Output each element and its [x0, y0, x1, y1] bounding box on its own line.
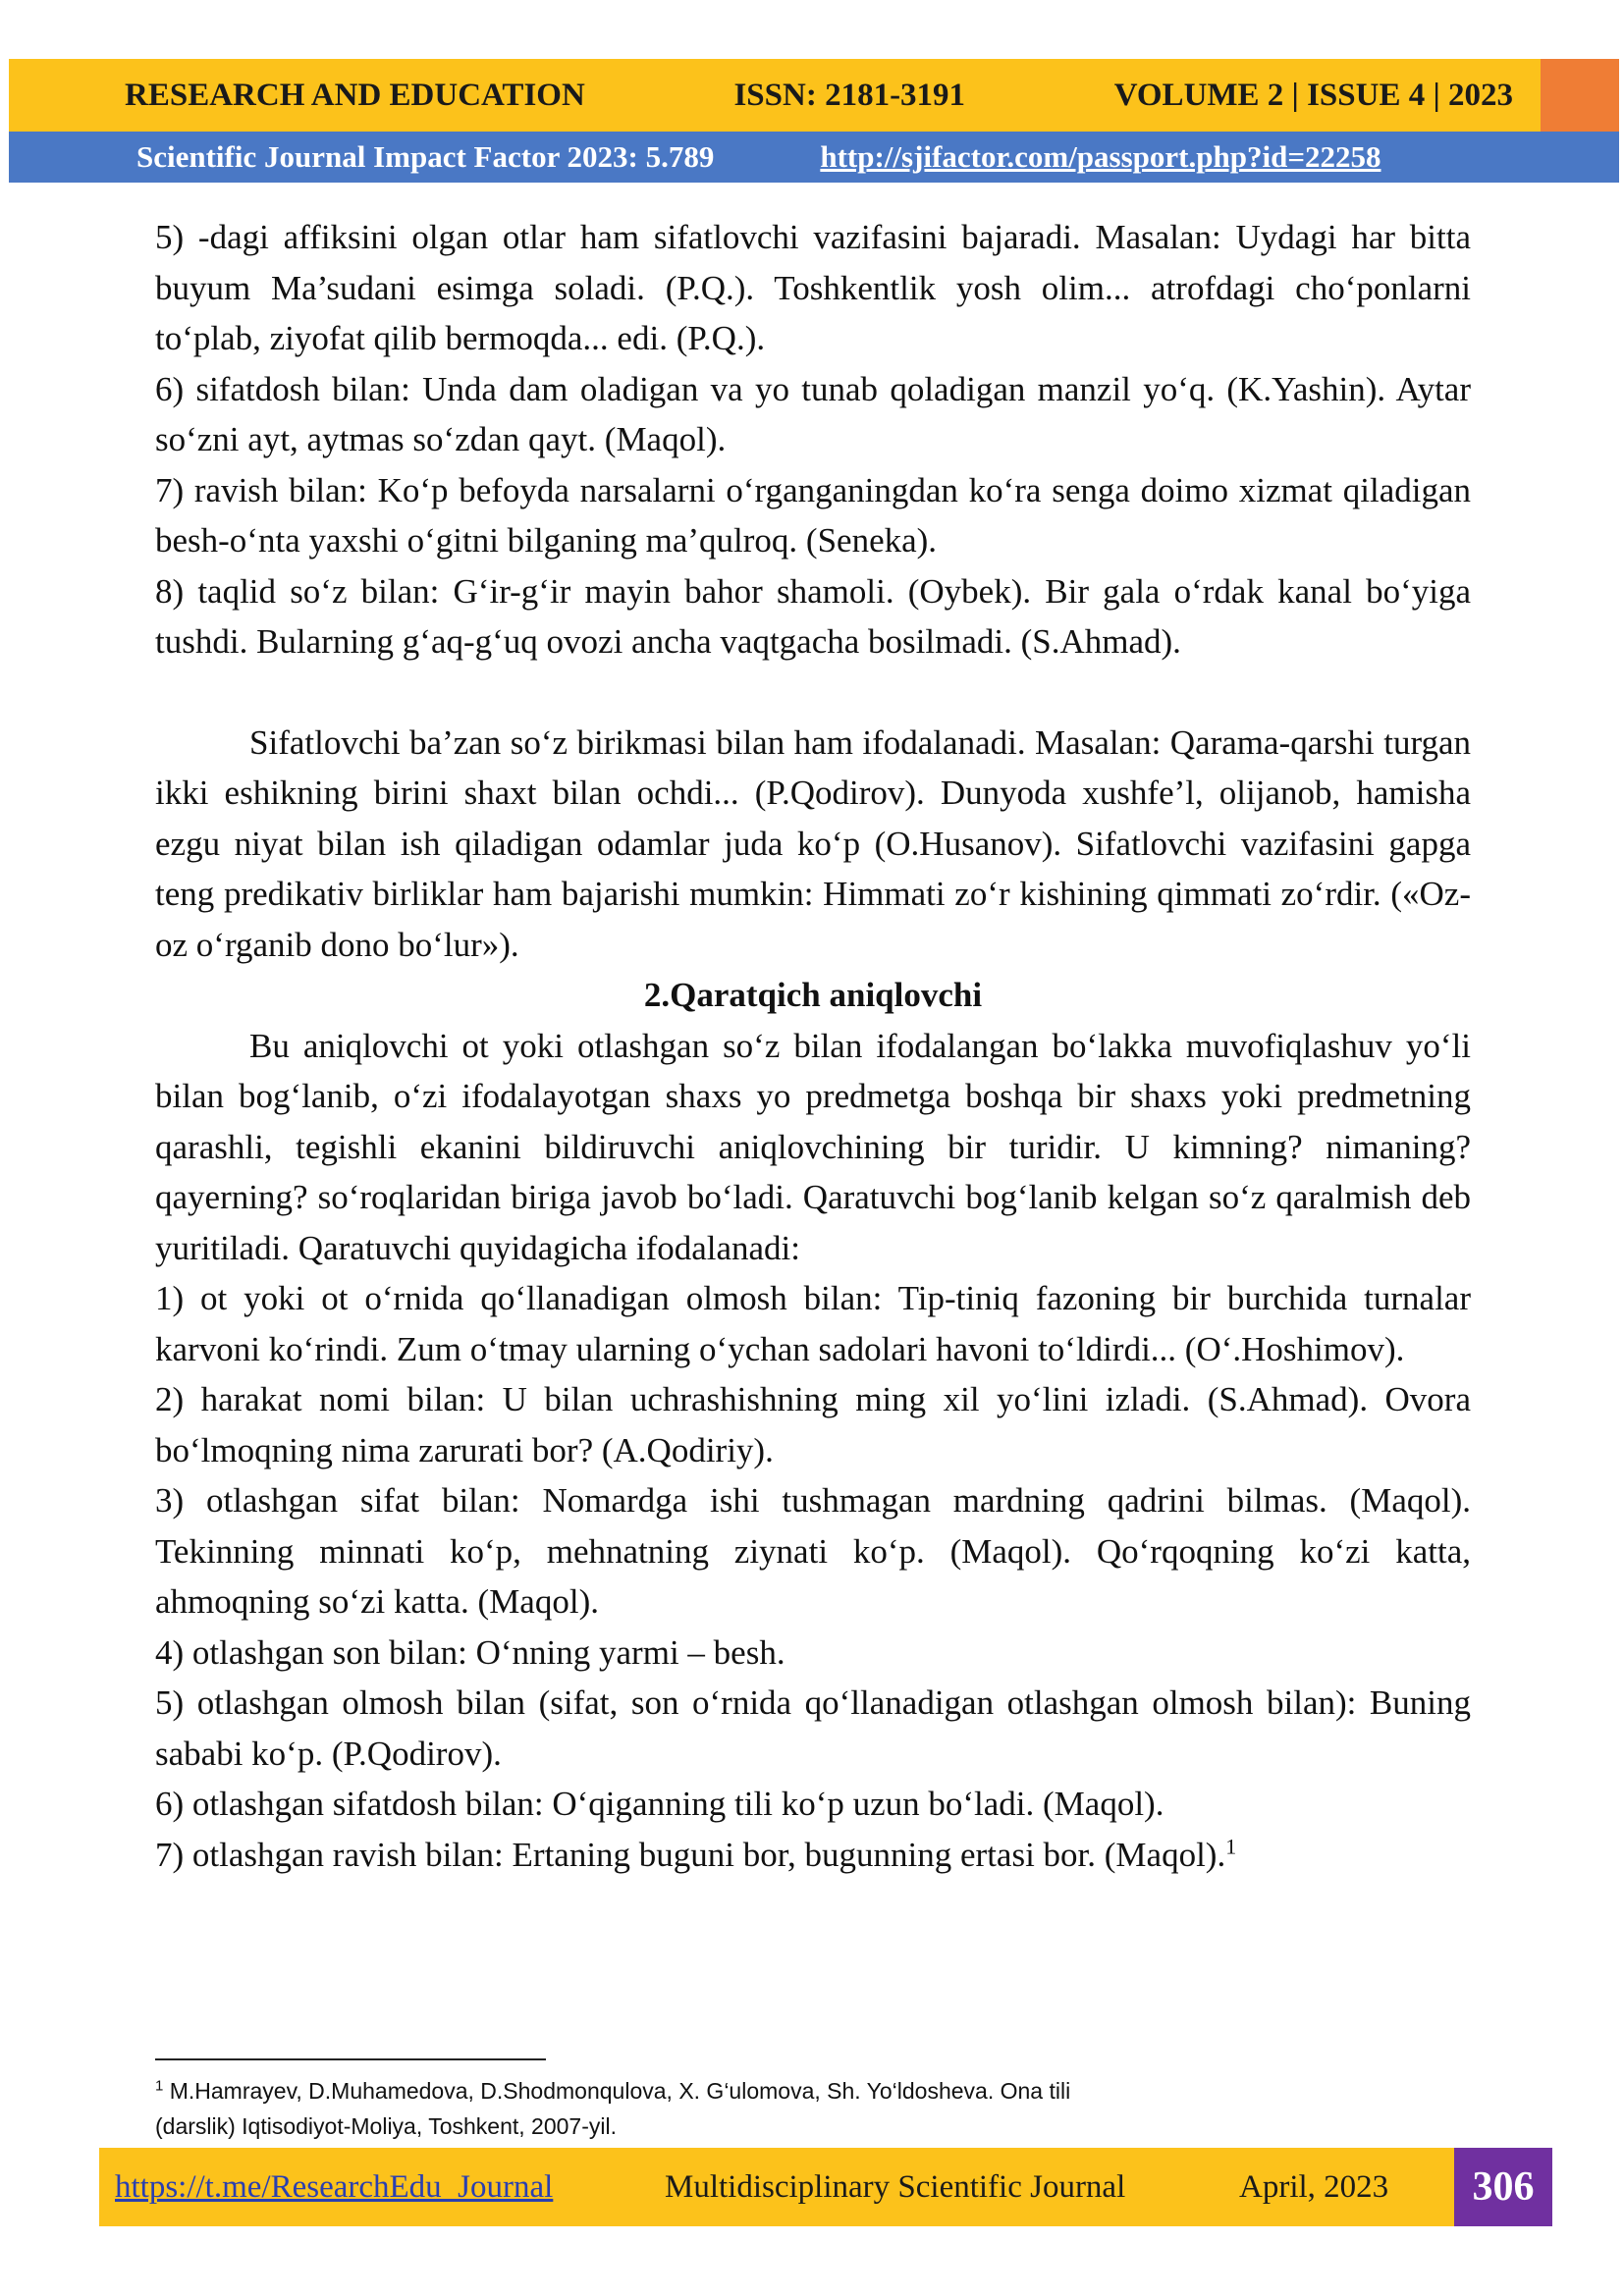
article-body — [155, 212, 1471, 1880]
page-number: 306 — [1454, 2148, 1552, 2226]
volume-issue: VOLUME 2 | ISSUE 4 | 2023 — [1113, 77, 1513, 113]
footer-journal: Multidisciplinary Scientific Journal — [665, 2168, 1126, 2205]
footnote-divider — [155, 2058, 546, 2060]
paragraph: 1) ot yoki ot o‘rnida qo‘llanadigan olmosh bilan: Tip-tiniq fazoning bir burchida turnalar karvoni ko‘rindi. Zum o‘tmay ularning o‘ychan sadolari havoni to‘ldirdi... (O‘.Hoshimov). — [155, 1279, 1471, 1368]
paragraph: Bu aniqlovchi ot yoki otlashgan so‘z bilan ifodalangan bo‘lakka muvofiqlashuv yo‘li bilan bog‘lanib, o‘zi ifodalayotgan shaxs yo predmetga boshqa bir shaxs yoki predmetning qarashli, tegishli ekanini bildiruvchi aniqlovchining bir turidir. U kimning? nimaning? qayerning? so‘roqlaridan biriga javob bo‘ladi. Qaratuvchi bog‘lanib kelgan so‘z qaralmish deb yuritiladi. Qaratuvchi quyidagicha ifodalanadi: — [155, 1026, 1471, 1267]
telegram-link[interactable]: https://t.me/ResearchEdu_Journal — [115, 2168, 554, 2205]
paragraph: 2) harakat nomi bilan: U bilan uchrashishning ming xil yo‘lini izladi. (S.Ahmad). Ovora bo‘lmoqning nima zarurati bor? (A.Qodiriy). — [155, 1380, 1471, 1469]
sjifactor-link[interactable]: http://sjifactor.com/passport.php?id=22258 — [820, 139, 1381, 174]
footer-date: April, 2023 — [1239, 2168, 1389, 2205]
footnote — [155, 2073, 1235, 2144]
footnote-line: (darslik) Iqtisodiyot-Moliya, Toshkent, 2007-yil. — [155, 2113, 617, 2139]
section-heading: 2.Qaratqich aniqlovchi — [643, 976, 983, 1014]
journal-header-bar — [9, 59, 1541, 132]
paragraph-text: 7) otlashgan ravish bilan: Ertaning buguni bor, bugunning ertasi bor. (Maqol). — [155, 1835, 1226, 1874]
issn: ISSN: 2181-3191 — [733, 77, 966, 113]
footnote-line — [155, 2073, 1235, 2109]
paragraph-with-footnote — [155, 1830, 1471, 1881]
impact-factor: Scientific Journal Impact Factor 2023: 5.789 — [136, 139, 715, 174]
paragraph: 5) otlashgan olmosh bilan (sifat, son o‘rnida qo‘llanadigan otlashgan olmosh bilan): Buning sababi ko‘p. (P.Qodirov). — [155, 1683, 1471, 1773]
paragraph: 8) taqlid so‘z bilan: G‘ir-g‘ir mayin bahor shamoli. (Oybek). Bir gala o‘rdak kanal bo‘yiga tushdi. Bularning g‘aq-g‘uq ovozi ancha vaqtgacha bosilmadi. (S.Ahmad). — [155, 571, 1471, 661]
page-footer — [99, 2148, 1454, 2226]
footnote-marker: 1 — [155, 2077, 164, 2095]
paragraph: 6) sifatdosh bilan: Unda dam oladigan va yo tunab qoladigan manzil yo‘q. (K.Yashin). Aytar so‘zni ayt, aytmas so‘zdan qayt. (Maqol). — [155, 369, 1471, 458]
header-accent-block — [1541, 59, 1619, 132]
paragraph: 6) otlashgan sifatdosh bilan: O‘qiganning tili ko‘p uzun bo‘ladi. (Maqol). — [155, 1785, 1164, 1823]
paragraph: 3) otlashgan sifat bilan: Nomardga ishi tushmagan mardning qadrini bilmas. (Maqol). Tekinning minnati ko‘p, mehnatning ziynati ko‘p. (Maqol). Qo‘rqoqning ko‘zi katta, ahmoqning so‘zi katta. (Maqol). — [155, 1481, 1471, 1621]
impact-factor-bar — [9, 132, 1619, 183]
paragraph: 5) -dagi affiksini olgan otlar ham sifatlovchi vazifasini bajaradi. Masalan: Uydagi har bitta buyum Ma’sudani esimga soladi. (P.Q.). Toshkentlik yosh olim... atrofdagi cho‘ponlarni to‘plab, ziyofat qilib bermoqda... edi. (P.Q.). — [155, 218, 1471, 357]
paragraph: 4) otlashgan son bilan: O‘nning yarmi – besh. — [155, 1632, 785, 1672]
paragraph: Sifatlovchi ba’zan so‘z birikmasi bilan ham ifodalanadi. Masalan: Qarama-qarshi turgan ikki eshikning birini shaxt bilan ochdi... (P.Qodirov). Dunyoda xushfe’l, olijanob, hamisha ezgu niyat bilan ish qiladigan odamlar juda ko‘p (O.Husanov). Sifatlovchi vazifasini gapga teng predikativ birliklar ham bajarishi mumkin: Himmati zo‘r kishining qimmati zo‘rdir. («Oz-oz o‘rganib dono bo‘lur»). — [155, 722, 1471, 964]
journal-name: RESEARCH AND EDUCATION — [125, 77, 585, 113]
paragraph: 7) ravish bilan: Ko‘p befoyda narsalarni o‘rganganingdan ko‘ra senga doimo xizmat qiladigan besh-o‘nta yaxshi o‘gitni bilganing ma’qulroq. (Seneka). — [155, 470, 1471, 560]
footnote-reference[interactable]: 1 — [1225, 1833, 1237, 1858]
footnote-text: M.Hamrayev, D.Muhamedova, D.Shodmonqulova, X. G‘ulomova, Sh. Yo‘ldosheva. Ona tili — [169, 2078, 1071, 2104]
